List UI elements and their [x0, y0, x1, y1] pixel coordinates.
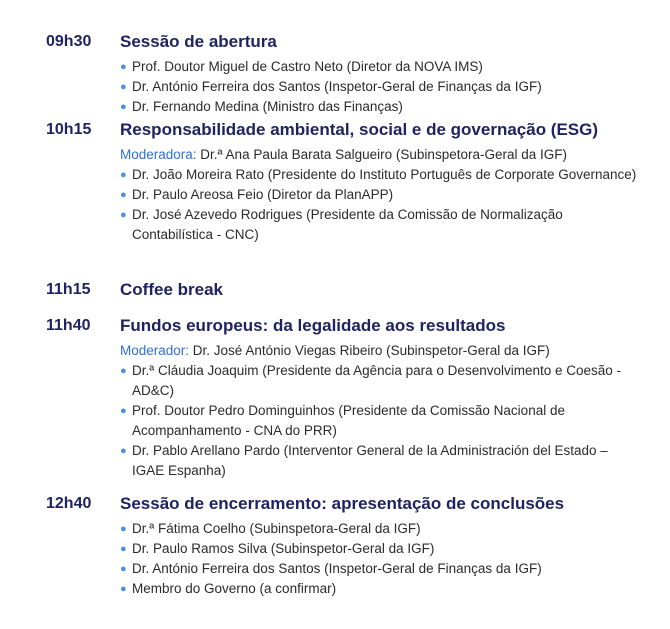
speaker-text: Dr. Pablo Arellano Pardo (Interventor General de la Administración del Estado – IGAE Espanha) — [132, 443, 608, 478]
session-content — [120, 492, 670, 599]
moderator-name: Dr.ª Ana Paula Barata Salgueiro (Subinspetora-Geral da IGF) — [196, 147, 567, 162]
speaker-list — [120, 57, 640, 117]
session-time: 11h15 — [46, 281, 91, 298]
session-content — [120, 314, 670, 481]
speaker-text: Dr. Paulo Areosa Feio (Diretor da PlanAPP) — [132, 187, 394, 202]
session-title: Sessão de abertura — [120, 32, 277, 51]
speaker-text: Dr. Paulo Ramos Silva (Subinspetor-Geral da IGF) — [132, 541, 435, 556]
bullet-icon: ● — [120, 61, 127, 73]
speaker-text: Dr.ª Fátima Coelho (Subinspetora-Geral da IGF) — [132, 521, 421, 536]
agenda-session — [0, 492, 670, 599]
speaker-text: Prof. Doutor Pedro Dominguinhos (Presidente da Comissão Nacional de Acompanhamento - CNA do PRR) — [132, 403, 565, 438]
session-content — [120, 278, 670, 305]
bullet-icon: ● — [120, 169, 127, 181]
speaker-text: Dr. António Ferreira dos Santos (Inspetor-Geral de Finanças da IGF) — [132, 561, 542, 576]
session-content — [120, 30, 670, 117]
agenda-session — [0, 278, 670, 314]
bullet-icon: ● — [120, 189, 127, 201]
speaker-list — [120, 165, 640, 245]
list-item — [120, 77, 640, 97]
session-time: 10h15 — [46, 121, 92, 138]
session-moderator — [120, 145, 640, 165]
list-item — [120, 539, 640, 559]
bullet-icon: ● — [120, 563, 127, 575]
bullet-icon: ● — [120, 405, 127, 417]
speaker-text: Membro do Governo (a confirmar) — [132, 581, 337, 596]
bullet-icon: ● — [120, 365, 127, 377]
session-time: 12h40 — [46, 495, 92, 512]
list-item — [120, 165, 640, 185]
bullet-icon: ● — [120, 445, 127, 457]
speaker-text: Dr. João Moreira Rato (Presidente do Instituto Português de Corporate Governance) — [132, 167, 637, 182]
list-item — [120, 401, 640, 441]
session-title: Coffee break — [120, 280, 223, 299]
speaker-list — [120, 361, 640, 481]
moderator-label: Moderador: — [120, 343, 190, 358]
session-time: 11h40 — [46, 317, 91, 334]
speaker-text: Dr. José Azevedo Rodrigues (Presidente da Comissão de Normalização Contabilística - CNC) — [132, 207, 563, 242]
session-title: Sessão de encerramento: apresentação de conclusões — [120, 494, 565, 513]
bullet-icon: ● — [120, 81, 127, 93]
session-content — [120, 118, 670, 245]
list-item — [120, 559, 640, 579]
list-item — [120, 205, 640, 245]
speaker-text: Dr. António Ferreira dos Santos (Inspetor-Geral de Finanças da IGF) — [132, 79, 542, 94]
speaker-text: Dr. Fernando Medina (Ministro das Finanças) — [132, 99, 403, 114]
agenda-session — [0, 314, 670, 492]
agenda-session — [0, 118, 670, 278]
bullet-icon: ● — [120, 523, 127, 535]
moderator-name: Dr. José António Viegas Ribeiro (Subinspetor-Geral da IGF) — [189, 343, 550, 358]
bullet-icon: ● — [120, 583, 127, 595]
agenda-session — [0, 30, 670, 118]
bullet-icon: ● — [120, 101, 127, 113]
list-item — [120, 361, 640, 401]
session-time: 09h30 — [46, 33, 92, 50]
bullet-icon: ● — [120, 543, 127, 555]
list-item — [120, 519, 640, 539]
list-item — [120, 185, 640, 205]
session-title: Fundos europeus: da legalidade aos resultados — [120, 316, 506, 335]
list-item — [120, 441, 640, 481]
list-item — [120, 97, 640, 117]
moderator-label: Moderadora: — [120, 147, 197, 162]
bullet-icon: ● — [120, 209, 127, 221]
speaker-list — [120, 519, 640, 599]
speaker-text: Dr.ª Cláudia Joaquim (Presidente da Agência para o Desenvolvimento e Coesão - AD&C) — [132, 363, 622, 398]
session-moderator — [120, 341, 640, 361]
list-item — [120, 57, 640, 77]
session-title: Responsabilidade ambiental, social e de governação (ESG) — [120, 120, 599, 139]
speaker-text: Prof. Doutor Miguel de Castro Neto (Diretor da NOVA IMS) — [132, 59, 483, 74]
list-item — [120, 579, 640, 599]
